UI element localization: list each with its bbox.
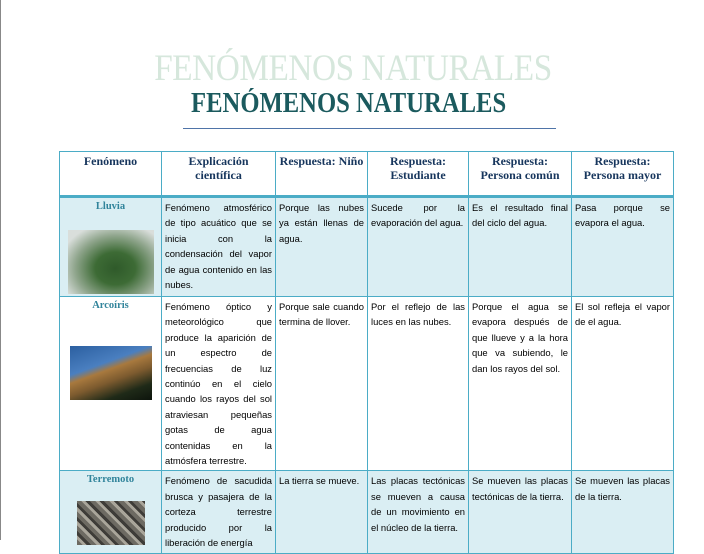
header-explicacion: Explicación científica: [162, 152, 276, 197]
common-person-answer-cell: Es el resultado final del ciclo del agua.: [469, 197, 572, 297]
header-persona-mayor: Respuesta: Persona mayor: [572, 152, 674, 197]
child-answer-cell: Porque las nubes ya están llenas de agua.: [276, 197, 368, 297]
phenomenon-cell: [60, 297, 162, 471]
child-answer-cell: Porque sale cuando termina de llover.: [276, 297, 368, 471]
earthquake-ruins-photo: [77, 501, 145, 545]
header-persona-comun: Respuesta: Persona común: [469, 152, 572, 197]
header-fenomeno: Fenómeno: [60, 152, 162, 197]
table-header-row: [60, 152, 674, 197]
phenomenon-cell: [60, 197, 162, 297]
student-answer-cell: Sucede por la evaporación del agua.: [368, 197, 469, 297]
page-title: FENÓMENOS NATURALES: [191, 88, 507, 119]
table-row: [60, 197, 674, 297]
student-answer-cell: Las placas tectónicas se mueven a causa de un movimiento en el núcleo de la tierra.: [368, 471, 469, 553]
title-divider: [183, 128, 556, 129]
phenomenon-name: Terremoto: [86, 474, 135, 486]
phenomena-table: [59, 151, 674, 554]
elder-answer-cell: Pasa porque se evapora el agua.: [572, 197, 674, 297]
table-row: [60, 297, 674, 471]
child-answer-cell: La tierra se mueve.: [276, 471, 368, 553]
common-person-answer-cell: Porque el agua se evapora después de que llueve y a la hora que va subiendo, le dan los rayos del sol.: [469, 297, 572, 471]
title-watermark: FENÓMENOS NATURALES: [154, 48, 552, 89]
phenomenon-name: Arcoíris: [92, 300, 129, 311]
phenomenon-cell: [60, 471, 162, 553]
student-answer-cell: Por el reflejo de las luces en las nubes.: [368, 297, 469, 471]
explanation-cell: Fenómeno óptico y meteorológico que produce la aparición de un espectro de frecuencias de luz continúo en el cielo cuando los rayos del sol atraviesan pequeñas gotas de agua contenidas en la atmósfera terrestre.: [162, 297, 276, 471]
elder-answer-cell: El sol refleja el vapor de el agua.: [572, 297, 674, 471]
common-person-answer-cell: Se mueven las placas tectónicas de la tierra.: [469, 471, 572, 553]
phenomenon-name: Lluvia: [95, 201, 126, 212]
rain-forest-photo: [68, 230, 154, 294]
explanation-cell: Fenómeno atmosférico de tipo acuático que se inicia con la condensación del vapor de agua contenido en las nubes.: [162, 197, 276, 297]
header-estudiante: Respuesta: Estudiante: [368, 152, 469, 197]
elder-answer-cell: Se mueven las placas de la tierra.: [572, 471, 674, 553]
table-row: [60, 471, 674, 553]
header-nino: Respuesta: Niño: [276, 152, 368, 197]
rainbow-waterfall-photo: [70, 346, 152, 400]
explanation-cell: Fenómeno de sacudida brusca y pasajera de la corteza terrestre producido por la liberación de energía: [162, 471, 276, 553]
